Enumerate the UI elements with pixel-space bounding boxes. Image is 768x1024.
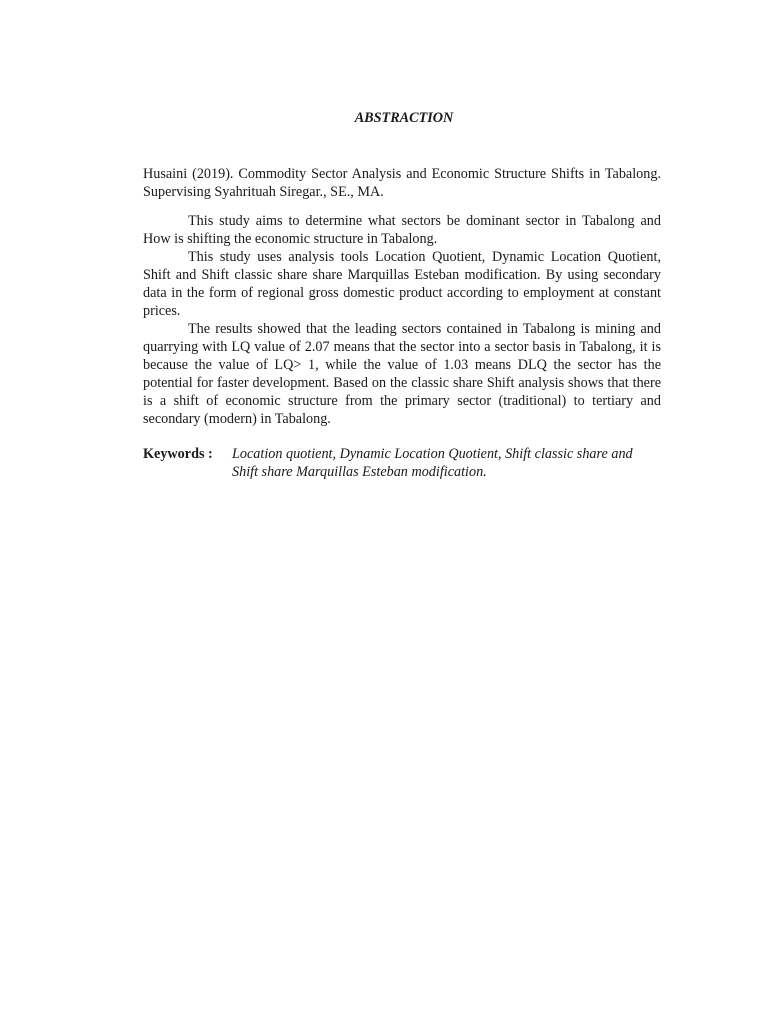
abstract-paragraph-1: This study aims to determine what sectors be dominant sector in Tabalong and How is shifting the economic structure in Tabalong.	[143, 213, 661, 247]
citation-text: Husaini (2019). Commodity Sector Analysis and Economic Structure Shifts in Tabalong. Supervising Syahrituah Siregar., SE., MA.	[143, 166, 661, 200]
page-title: ABSTRACTION	[354, 110, 454, 126]
keywords-block	[143, 445, 661, 481]
keywords-text: Location quotient, Dynamic Location Quotient, Shift classic share and Shift share Marquillas Esteban modification.	[232, 446, 633, 480]
abstract-paragraph-3: The results showed that the leading sectors contained in Tabalong is mining and quarrying with LQ value of 2.07 means that the sector into a sector basis in Tabalong, it is because the value of LQ> 1, while the value of 1.03 means DLQ the sector has the potential for faster development. Based on the classic share Shift analysis shows that there is a shift of economic structure from the primary sector (traditional) to tertiary and secondary (modern) in Tabalong.	[143, 321, 661, 427]
abstract-paragraph-2: This study uses analysis tools Location Quotient, Dynamic Location Quotient, Shift and Shift classic share share Marquillas Esteban modification. By using secondary data in the form of regional gross domestic product according to employment at constant prices.	[143, 249, 661, 319]
keywords-label: Keywords :	[143, 446, 213, 462]
document-page	[143, 109, 661, 481]
